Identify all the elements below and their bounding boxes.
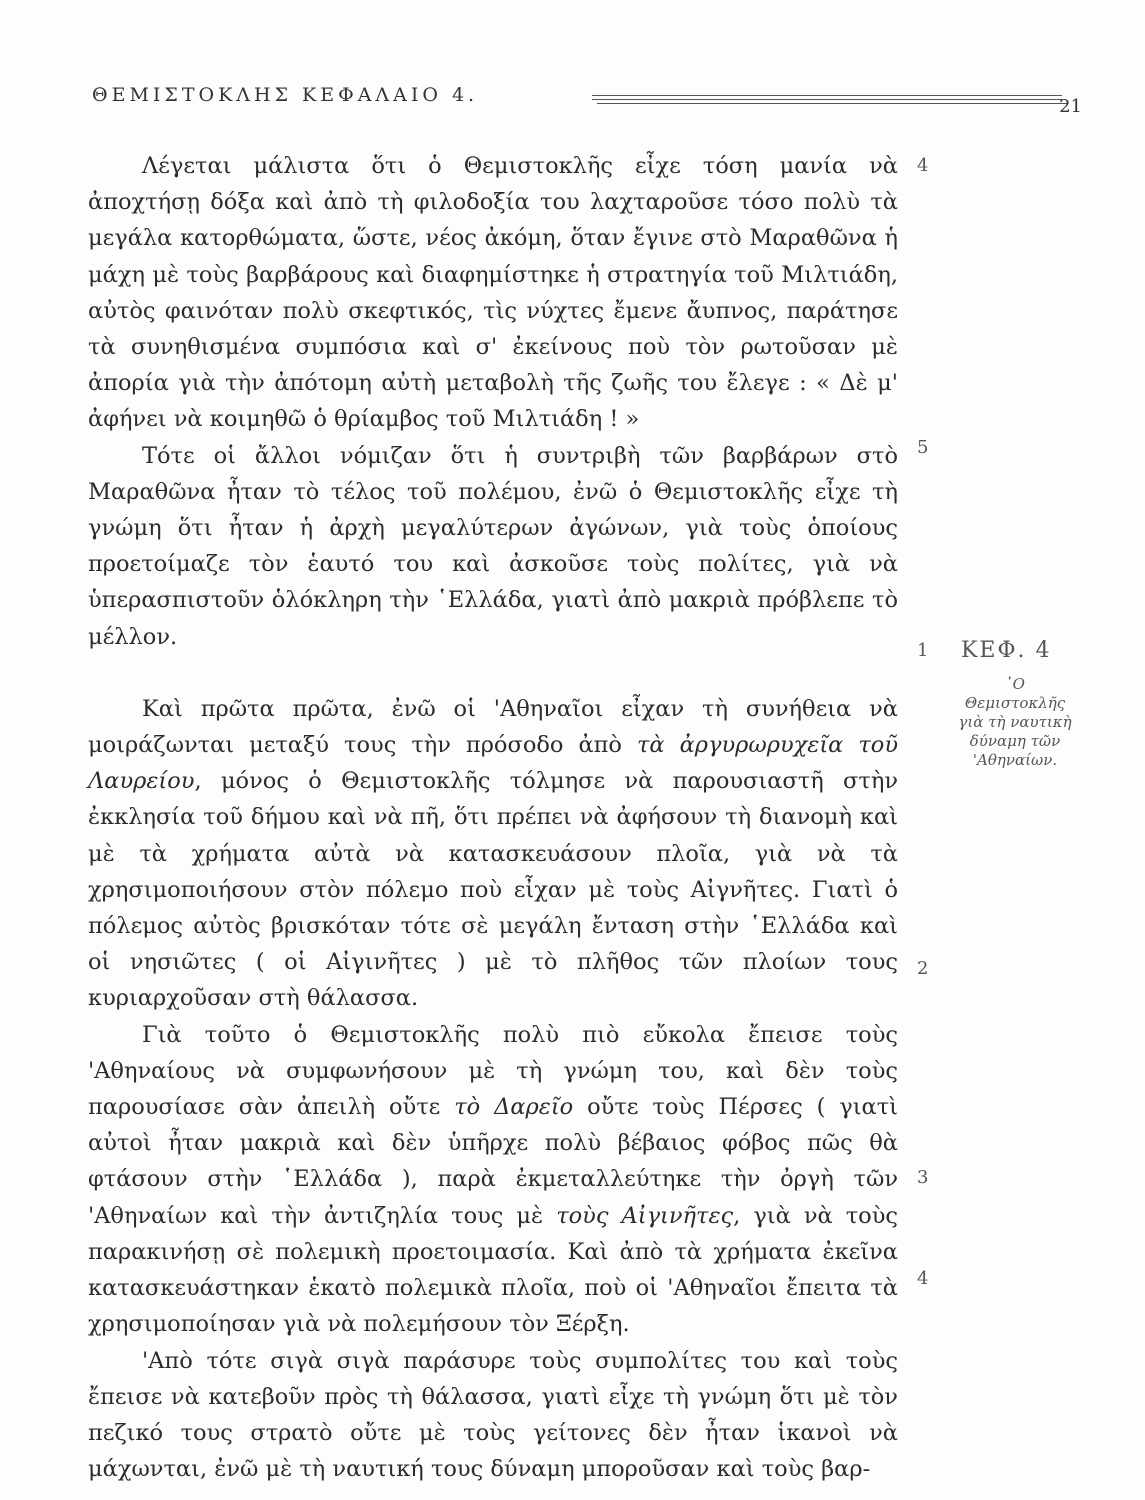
running-head-title: ΘΕΜΙΣΤΟΚΛΗΣ ΚΕΦΑΛΑΙΟ 4. [92,84,479,106]
italic-phrase: τοὺς Αἰγινῆτες [556,1202,734,1229]
section-gap [88,655,898,691]
margin-number: 5 [917,437,929,458]
sidenote-heading: ΚΕΦ. 4 [961,638,1052,663]
header-rule [592,95,1062,96]
margin-number: 4 [917,155,929,176]
header-rule [597,103,1067,104]
italic-phrase: τὰ ἀργυρωρυχεῖα τοῦ Λαυρείου [88,732,899,795]
main-text [88,148,898,1487]
margin-sidenote [955,638,1075,770]
paragraph-3: Καὶ πρῶτα πρῶτα, ἐνῶ οἱ 'Αθηναῖοι εἶχαν τὴ συνήθεια νὰ μοιράζωνται μεταξύ τους τὴν πρόσοδο ἀπὸ τὰ ἀργυρωρυχεῖα τοῦ Λαυρείου, μόνος ὁ Θεμιστοκλῆς τόλμησε νὰ παρουσιαστῆ στὴν ἐκκλησία τοῦ δήμου καὶ νὰ πῆ, ὅτι πρέπει νὰ ἀφήσουν τὴ διανομὴ καὶ μὲ τὰ χρήματα αὐτὰ νὰ κατασκευάσουν πλοῖα, γιὰ νὰ τὰ χρησιμοποιήσουν στὸν πόλεμο ποὺ εἶχαν μὲ τοὺς Αἰγνῆτες. Γιατὶ ὁ πόλεμος αὐτὸς βρισκόταν τότε σὲ μεγάλη ἔνταση στὴν ῾Ελλάδα καὶ οἱ νησιῶτες ( οἱ Αἰγινῆτες ) μὲ τὸ πλῆθος τῶν πλοίων τους κυριαρχοῦσαν στὴ θάλασσα. [88,695,899,1012]
paragraph-1: Λέγεται μάλιστα ὅτι ὁ Θεμιστοκλῆς εἶχε τόση μανία νὰ ἀποχτήσῃ δόξα καὶ ἀπὸ τὴ φιλοδοξία του λαχταροῦσε τόσο πολὺ τὰ μεγάλα κατορθώματα, ὥστε, νέος ἀκόμη, ὅταν ἔγινε στὸ Μαραθῶνα ἡ μάχη μὲ τοὺς βαρβάρους καὶ διαφημίστηκε ἡ στρατηγία τοῦ Μιλτιάδη, αὐτὸς φαινόταν πολὺ σκεφτικός, τὶς νύχτες ἔμενε ἄυπνος, παράτησε τὰ συνηθισμένα συμπόσια καὶ σ' ἐκείνους ποὺ τὸν ρωτοῦσαν μὲ ἀπορία γιὰ τὴν ἀπότομη αὐτὴ μεταβολὴ τῆς ζωῆς του ἔλεγε : « Δὲ μ' ἀφήνει νὰ κοιμηθῶ ὁ θρίαμβος τοῦ Μιλτιάδη ! » [88,153,898,433]
margin-number: 3 [917,1167,929,1188]
paragraph-4: Γιὰ τοῦτο ὁ Θεμιστοκλῆς πολὺ πιὸ εὔκολα ἔπεισε τοὺς 'Αθηναίους νὰ συμφωνήσουν μὲ τὴ γνώμη του, καὶ δὲν τοὺς παρουσίασε σὰν ἀπειλὴ οὔτε τὸ Δαρεῖο οὔτε τοὺς Πέρσες ( γιατὶ αὐτοὶ ἦταν μακριὰ καὶ δὲν ὑπῆρχε πολὺ βέβαιος φόβος πῶς θὰ φτάσουν στὴν ῾Ελλάδα ), παρὰ ἐκμεταλλεύτηκε τὴν ὀργὴ τῶν 'Αθηναίων καὶ τὴν ἀντιζηλία τους μὲ τοὺς Αἰγινῆτες, γιὰ νὰ τοὺς παρακινήσῃ σὲ πολεμικὴ προετοιμασία. Καὶ ἀπὸ τὰ χρήματα ἐκεῖνα κατασκευάστηκαν ἑκατὸ πολεμικὰ πλοῖα, ποὺ οἱ 'Αθηναῖοι ἔπειτα τὰ χρησιμοποίησαν γιὰ νὰ πολεμήσουν τὸν Ξέρξη. [88,1021,899,1338]
header-rule [592,99,1062,100]
paragraph-5: 'Απὸ τότε σιγὰ σιγὰ παράσυρε τοὺς συμπολίτες του καὶ τοὺς ἔπεισε νὰ κατεβοῦν πρὸς τὴ θάλασσα, γιατὶ εἶχε τὴ γνώμη ὅτι μὲ τὸν πεζικό τους στρατὸ οὔτε μὲ τοὺς γείτονες δὲν ἦταν ἱκανοὶ νὰ μάχωνται, ἐνῶ μὲ τὴ ναυτική τους δύναμη μποροῦσαν καὶ τοὺς βαρ- [88,1347,898,1483]
paragraph-2: Τότε οἱ ἄλλοι νόμιζαν ὅτι ἡ συντριβὴ τῶν βαρβάρων στὸ Μαραθῶνα ἦταν τὸ τέλος τοῦ πολέμου, ἐνῶ ὁ Θεμιστοκλῆς εἶχε τὴ γνώμη ὅτι ἦταν ἡ ἀρχὴ μεγαλύτερων ἀγώνων, γιὰ τοὺς ὁποίους προετοίμαζε τὸν ἑαυτό του καὶ ἀσκοῦσε τοὺς πολίτες, γιὰ νὰ ὑπερασπιστοῦν ὁλόκληρη τὴν ῾Ελλάδα, γιατὶ ἀπὸ μακριὰ πρόβλεπε τὸ μέλλον. [88,442,898,650]
margin-number: 2 [917,958,929,979]
margin-number: 4 [917,1268,929,1289]
page-number: 21 [1059,96,1082,117]
italic-phrase: τὸ Δαρεῖο [454,1094,574,1121]
margin-number: 1 [917,640,929,661]
sidenote-text: ῾Ο Θεμιστοκλῆς γιὰ τὴ ναυτικὴ δύναμη τῶν 'Αθηναίων. [958,675,1072,769]
running-head [92,84,1082,117]
